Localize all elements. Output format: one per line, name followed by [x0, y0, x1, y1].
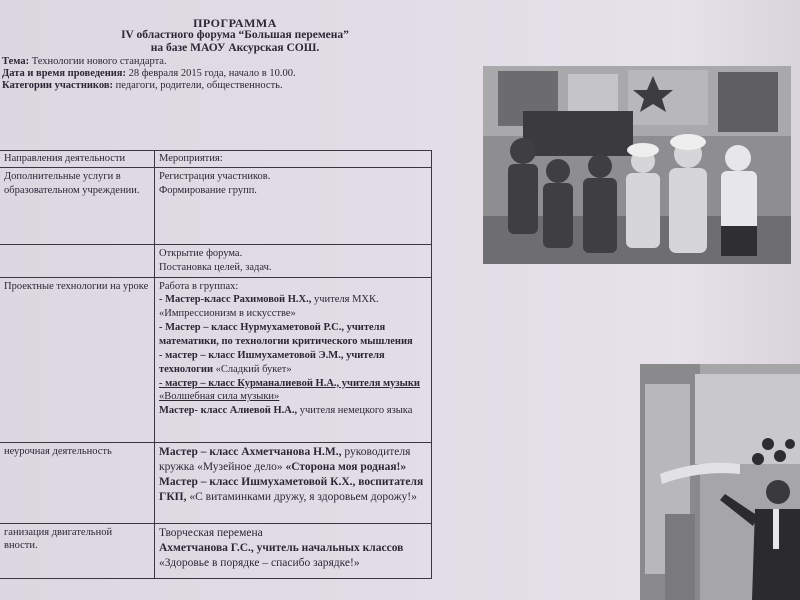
activity-cell: Мастер – класс Ахметчанова Н.М., руководителя кружка «Музейное дело» «Сторона моя родная!» Мастер – класс Ишмухаметовой К.Х., воспитателя ГКП, «С витаминками дружу, я здоровьем дорожу!»: [155, 442, 432, 523]
meta-participants: Категории участников: педагоги, родители, общественность.: [2, 80, 283, 91]
children-photo: [483, 66, 791, 264]
children-photo-image: [483, 66, 791, 264]
program-subtitle-venue: на базе МАОУ Аксурская СОШ.: [150, 42, 320, 54]
presentation-photo-image: [640, 364, 800, 600]
table-row: [0, 167, 432, 244]
direction-cell: [0, 244, 155, 277]
meta-theme: Тема: Технологии нового стандарта.: [2, 56, 167, 67]
header-direction: Направления деятельности: [0, 151, 155, 168]
meta-date: Дата и время проведения: 28 февраля 2015 года, начало в 10.00.: [2, 68, 296, 79]
table-row: [0, 277, 432, 442]
activity-cell: Регистрация участников. Формирование групп.: [155, 167, 432, 244]
table-header-row: [0, 151, 432, 168]
program-title: ПРОГРАММА: [193, 16, 277, 30]
presentation-photo: [640, 364, 800, 600]
direction-cell: ганизация двигательной вности.: [0, 523, 155, 578]
program-subtitle-forum: IV областного форума “Большая перемена”: [121, 29, 349, 41]
program-table: [0, 150, 432, 579]
table-row: [0, 244, 432, 277]
table-row: [0, 523, 432, 578]
activity-cell: Работа в группах: - Мастер-класс Рахимовой Н.Х., учителя МХК. «Импрессионизм в искусстве» - Мастер – класс Нурмухаметовой Р.С., учителя математики, по технологии критического мышления - мастер – класс Ишмухаметовой Э.М., учителя технологии «Сладкий букет» - мастер – класс Курманалиевой Н.А., учителя музыки «Волшебная сила музыки» Мастер- класс Алиевой Н.А., учителя немецкого языка: [155, 277, 432, 442]
direction-cell: Проектные технологии на уроке: [0, 277, 155, 442]
direction-cell: Дополнительные услуги в образовательном учреждении.: [0, 167, 155, 244]
activity-cell: Открытие форума. Постановка целей, задач.: [155, 244, 432, 277]
activity-cell: Творческая перемена Ахметчанова Г.С., учитель начальных классов «Здоровье в порядке – спасибо зарядке!»: [155, 523, 432, 578]
table-row: [0, 442, 432, 523]
header-activities: Мероприятия:: [155, 151, 432, 168]
direction-cell: неурочная деятельность: [0, 442, 155, 523]
